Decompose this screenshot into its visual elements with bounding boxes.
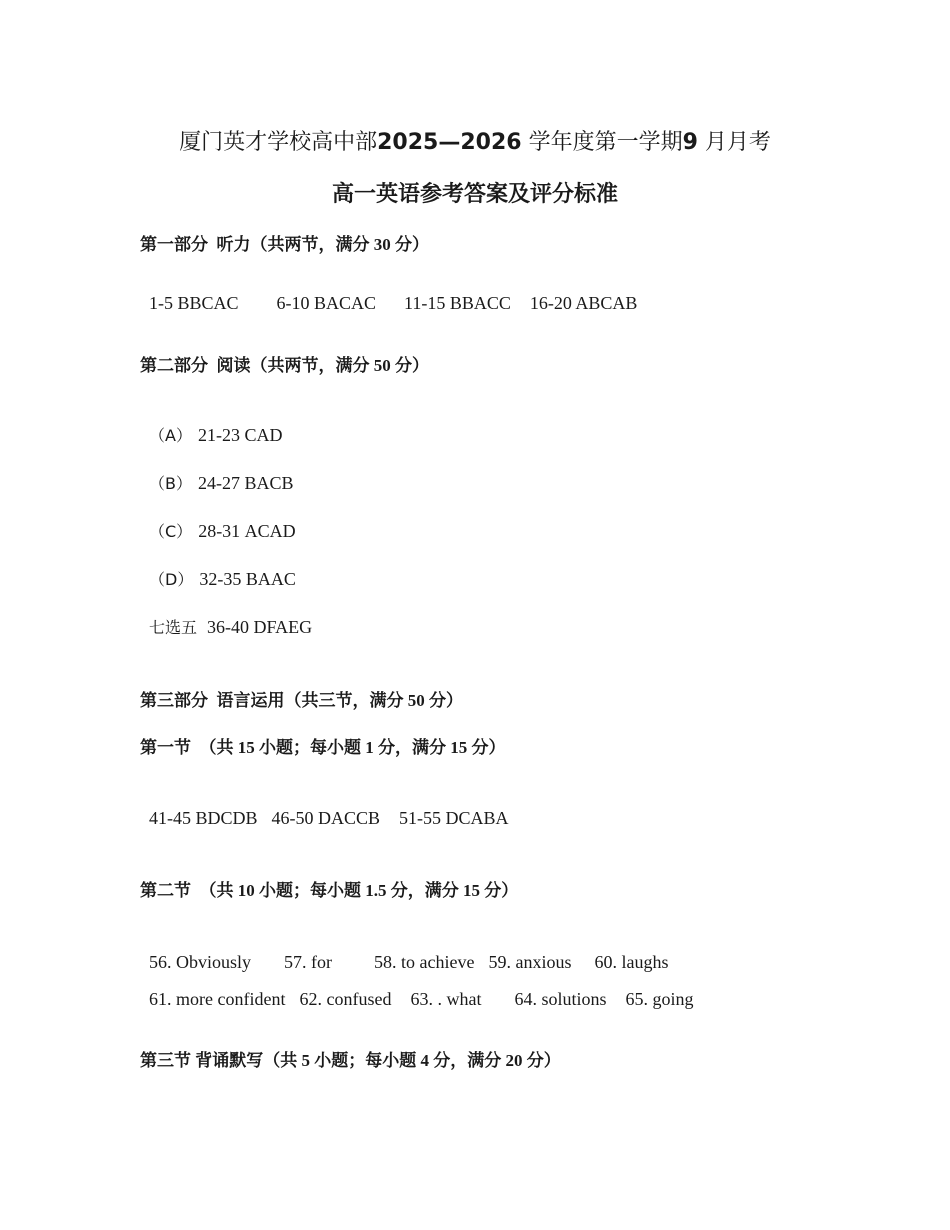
passage-c-row — [140, 498, 296, 543]
section1-answers — [140, 270, 637, 314]
title-school: 厦门英才学校高中部 — [179, 130, 378, 155]
passage-a-row — [140, 402, 282, 447]
passage-answer: 32-35 BAAC — [199, 569, 296, 589]
answer-group: 16-20 ABCAB — [529, 293, 638, 313]
fill-answer: 63. . what — [410, 989, 482, 1009]
section3-heading: 第三部分 语言运用（共三节，满分 50 分） — [140, 691, 463, 710]
fill-answer: 64. solutions — [514, 989, 607, 1009]
section3-part3-heading: 第三节 背诵默写（共 5 小题；每小题 4 分，满分 20 分） — [140, 1051, 561, 1070]
answer-group: 51-55 DCABA — [399, 808, 509, 828]
document-title — [0, 129, 950, 157]
fill-answer: 59. anxious — [488, 952, 572, 972]
fill-answer: 58. to achieve — [374, 952, 475, 972]
title-year: 2025—2026 — [377, 130, 522, 155]
fill-answer: 60. laughs — [594, 952, 669, 972]
passage-label: （D） — [149, 570, 194, 589]
section3-part1-heading: 第一节 （共 15 小题；每小题 1 分，满分 15 分） — [140, 738, 506, 757]
answer-group: 1-5 BBCAC — [149, 293, 239, 313]
fill-answer: 61. more confident — [149, 989, 286, 1009]
seven-choose-five-answer: 36-40 DFAEG — [207, 617, 313, 637]
seven-choose-five-row — [140, 594, 312, 639]
section3-part1-answers — [140, 785, 509, 829]
document-subtitle: 高一英语参考答案及评分标准 — [331, 182, 618, 207]
passage-label: （A） — [149, 426, 192, 445]
section3-part2-heading: 第二节 （共 10 小题；每小题 1.5 分，满分 15 分） — [140, 881, 519, 900]
section3-part2-row2 — [140, 966, 693, 1010]
passage-b-row — [140, 450, 294, 495]
passage-d-row — [140, 546, 296, 591]
section1-heading: 第一部分 听力（共两节，满分 30 分） — [140, 235, 429, 254]
title-exam: 月月考 — [697, 130, 771, 155]
answer-group: 6-10 BACAC — [276, 293, 377, 313]
passage-answer: 28-31 ACAD — [198, 521, 296, 541]
seven-choose-five-label: 七选五 — [149, 618, 198, 637]
section2-heading: 第二部分 阅读（共两节，满分 50 分） — [140, 356, 429, 375]
answer-group: 11-15 BBACC — [404, 293, 511, 313]
fill-answer: 62. confused — [299, 989, 392, 1009]
title-term: 学年度第一学期 — [521, 130, 683, 155]
title-month: 9 — [682, 130, 698, 155]
passage-answer: 24-27 BACB — [197, 473, 294, 493]
fill-answer: 65. going — [625, 989, 694, 1009]
passage-answer: 21-23 CAD — [197, 425, 283, 445]
passage-label: （C） — [149, 522, 193, 541]
fill-answer: 57. for — [284, 952, 333, 972]
passage-label: （B） — [149, 474, 192, 493]
answer-group: 41-45 BDCDB — [149, 808, 258, 828]
answer-group: 46-50 DACCB — [271, 808, 381, 828]
fill-answer: 56. Obviously — [149, 952, 252, 972]
